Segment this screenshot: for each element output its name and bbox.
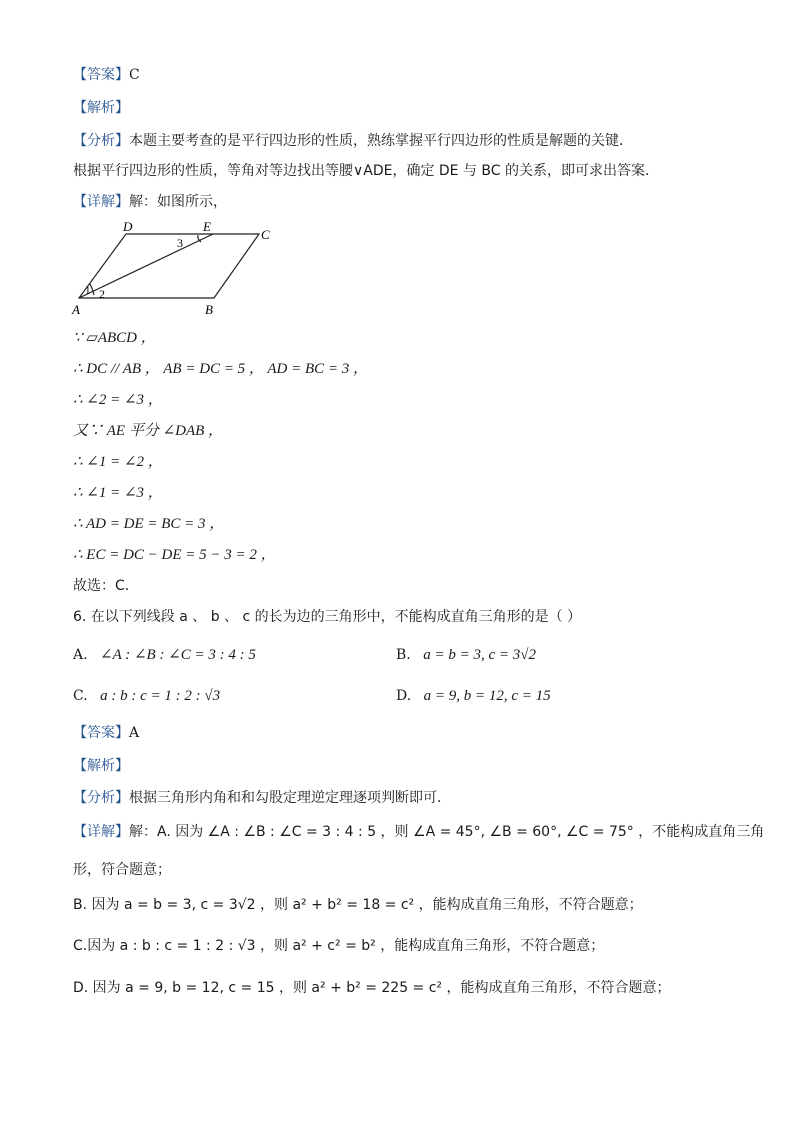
parallelogram-figure (70, 218, 290, 320)
q6-detail-text-a: 解：A. 因为 ∠A : ∠B : ∠C = 3 : 4 : 5 ，则 ∠A = 45°, ∠B = 60°, ∠C = 75° ，不能构成直角三 (129, 824, 751, 840)
vertex-label-a: A (72, 302, 80, 317)
angle-label-3: 3 (177, 236, 183, 250)
vertex-label-b: B (205, 302, 213, 317)
q5-fenxi-text2: 根据平行四边形的性质，等角对等边找出等腰∨ADE，确定 DE 与 BC 的关系，即可求出答案． (73, 163, 660, 179)
q6-option-d (396, 687, 551, 705)
q6-detail-text-a-cont: 形，符合题意； (73, 862, 171, 878)
q5-detail-line (73, 193, 227, 211)
q5-answer-value: C (129, 67, 140, 83)
q5-fenxi-line (73, 132, 633, 150)
q6-option-b-text: a = b = 3, c = 3√2 (423, 647, 536, 663)
q5-fenxi-text: 本题主要考查的是平行四边形的性质，熟练掌握平行四边形的性质是解题的关键． (129, 133, 633, 149)
q6-option-a-label: A. (73, 647, 88, 663)
q6-option-b (396, 646, 536, 664)
q6-fenxi-tag: 【分析】 (73, 790, 129, 806)
q5-answer-tag: 【答案】 (73, 67, 129, 83)
q6-detail-c: C.因为 a : b : c = 1 : 2 : √3 ，则 a² + c² = b² ，能构成直角三角形，不符合题意； (73, 938, 605, 954)
vertex-label-c: C (261, 227, 270, 242)
q5-step-6: ∴ ∠1 = ∠3 ， (73, 485, 163, 501)
q5-conclusion: 故选：C． (73, 578, 139, 594)
q5-fenxi-tag: 【分析】 (73, 133, 129, 149)
q6-analysis-tag: 【解析】 (73, 758, 129, 774)
q6-detail-tag: 【详解】 (73, 824, 129, 840)
angle-label-2: 2 (99, 287, 105, 301)
q6-option-c-label: C. (73, 688, 88, 704)
parallelogram-abcd (79, 234, 259, 298)
q6-option-c-text: a : b : c = 1 : 2 : √3 (100, 688, 221, 704)
q6-answer-value: A (129, 725, 140, 741)
q5-step-5: ∴ ∠1 = ∠2 ， (73, 454, 163, 470)
q5-step-3: ∴ ∠2 = ∠3 ， (73, 392, 163, 408)
q5-analysis-tag: 【解析】 (73, 100, 129, 116)
q6-answer-tag: 【答案】 (73, 725, 129, 741)
q6-detail-line (73, 823, 764, 841)
q6-stem: 6. 在以下列线段 a 、 b 、 c 的长为边的三角形中，不能构成直角三角形的是（ ） (73, 609, 582, 625)
angle-label-1: 1 (85, 285, 91, 297)
q6-option-c (73, 687, 220, 705)
q5-step-7: ∴ AD = DE = BC = 3 ， (73, 516, 225, 532)
q5-step-2: ∴ DC // AB ， AB = DC = 5 ， AD = BC = 3 ， (73, 361, 369, 377)
q6-fenxi-text: 根据三角形内角和和勾股定理逆定理逐项判断即可． (129, 790, 451, 806)
q6-detail-b: B. 因为 a = b = 3, c = 3√2 ，则 a² + b² = 18 = c² ，能构成直角三角形，不符合题意； (73, 897, 643, 913)
q6-option-a (73, 646, 256, 664)
q5-detail-tag: 【详解】 (73, 194, 129, 210)
q6-detail-d: D. 因为 a = 9, b = 12, c = 15 ，则 a² + b² = 225 = c² ，能构成直角三角形，不符合题意； (73, 980, 671, 996)
q6-detail-text-a-tail: 角 (750, 824, 765, 840)
q5-step-1: ∵ ▱ABCD ， (73, 330, 156, 346)
angle-arc-1 (90, 284, 94, 295)
q5-detail-text: 解：如图所示， (129, 194, 227, 210)
q5-answer-line (73, 66, 140, 84)
q6-fenxi-line (73, 789, 451, 807)
vertex-label-d: D (123, 219, 133, 234)
q5-step-8: ∴ EC = DC − DE = 5 − 3 = 2 ， (73, 547, 276, 563)
q6-option-d-text: a = 9, b = 12, c = 15 (423, 688, 551, 704)
q6-option-d-label: D. (396, 688, 412, 704)
q6-option-a-text: ∠A : ∠B : ∠C = 3 : 4 : 5 (100, 647, 256, 663)
q6-option-b-label: B. (396, 647, 411, 663)
q6-answer-line (73, 724, 139, 742)
q5-step-4: 又∵ AE 平分 ∠DAB ， (73, 423, 224, 439)
vertex-label-e: E (203, 219, 211, 234)
